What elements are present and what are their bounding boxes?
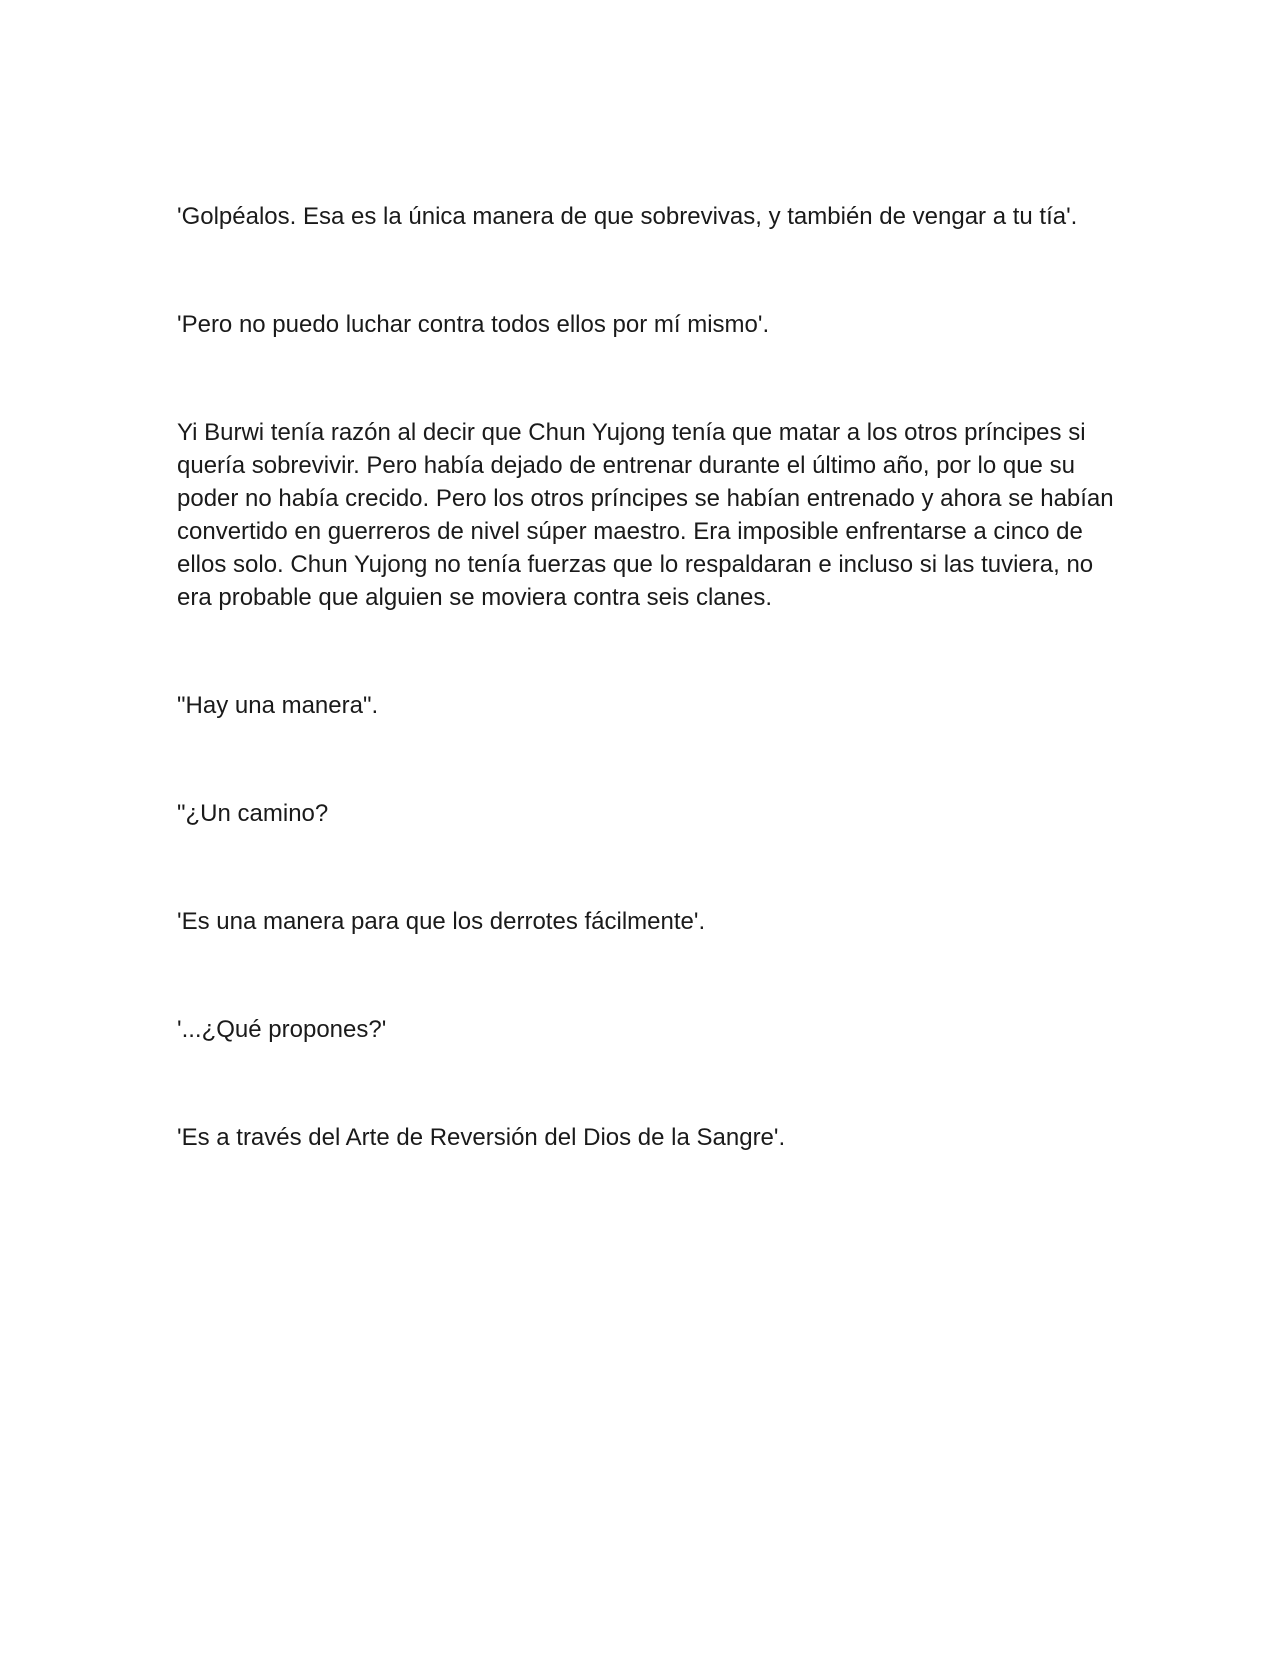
document-body xyxy=(177,200,1117,1154)
paragraph-2: 'Pero no puedo luchar contra todos ellos por mí mismo'. xyxy=(177,311,770,338)
paragraph-7: '...¿Qué propones?' xyxy=(177,1016,387,1043)
paragraph-6: 'Es una manera para que los derrotes fácilmente'. xyxy=(177,908,706,935)
paragraph-5: "¿Un camino? xyxy=(177,800,329,827)
paragraph-3: Yi Burwi tenía razón al decir que Chun Yujong tenía que matar a los otros príncipes si quería sobrevivir. Pero había dejado de entrenar durante el último año, por lo que su poder no había crecido. Pero los otros príncipes se habían entrenado y ahora se habían convertido en guerreros de nivel súper maestro. Era imposible enfrentarse a cinco de ellos solo. Chun Yujong no tenía fuerzas que lo respaldaran e incluso si las tuviera, no era probable que alguien se moviera contra seis clanes. xyxy=(177,419,1114,611)
paragraph-8: 'Es a través del Arte de Reversión del Dios de la Sangre'. xyxy=(177,1124,786,1151)
paragraph-4: "Hay una manera". xyxy=(177,692,379,719)
paragraph-1: 'Golpéalos. Esa es la única manera de que sobrevivas, y también de vengar a tu tía'. xyxy=(177,203,1078,230)
